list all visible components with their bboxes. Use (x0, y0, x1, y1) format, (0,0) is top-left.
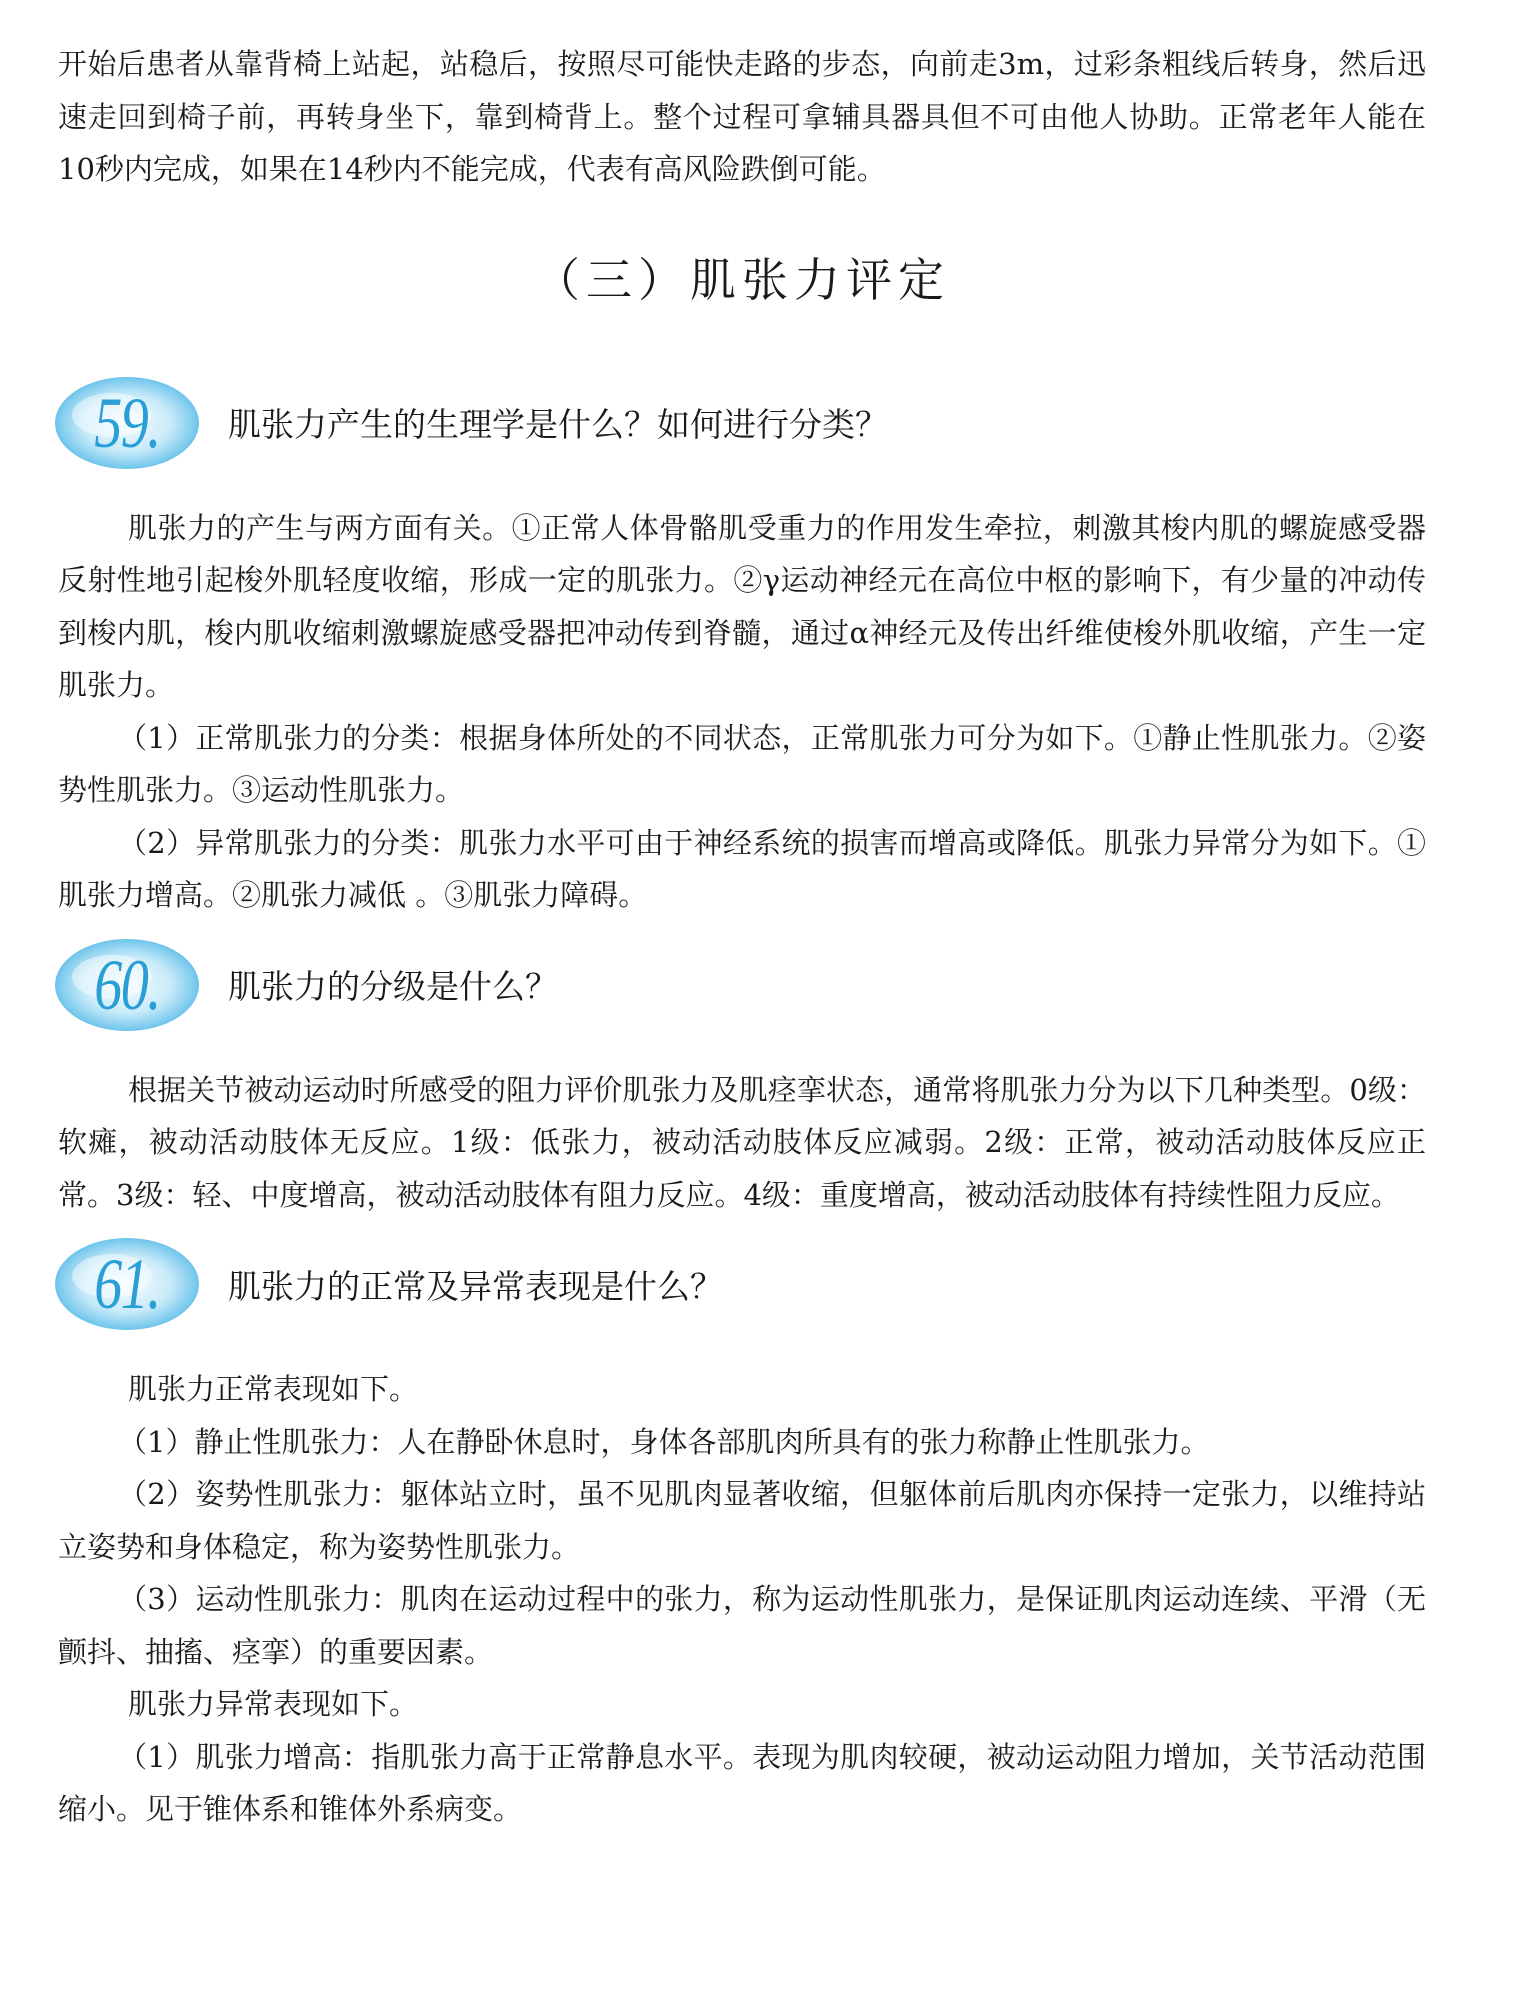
answer-paragraph: 肌张力正常表现如下。 (128, 1372, 419, 1406)
question-60-header (52, 930, 1426, 1040)
question-title: 肌张力产生的生理学是什么？如何进行分类？ (228, 405, 888, 444)
answer-paragraph: 肌张力异常表现如下。 (128, 1687, 419, 1721)
answer-paragraph: 根据关节被动运动时所感受的阻力评价肌张力及肌痉挛状态，通常将肌张力分为以下几种类型。0级：软瘫，被动活动肢体无反应。1级：低张力，被动活动肢体反应减弱。2级：正常，被动活动肢体反应正常。3级：轻、中度增高，被动活动肢体有阻力反应。4级：重度增高，被动活动肢体有持续性阻力反应。 (58, 1072, 1426, 1212)
intro-paragraph: 开始后患者从靠背椅上站起，站稳后，按照尽可能快走路的步态，向前走3m，过彩条粗线后转身，然后迅速走回到椅子前，再转身坐下，靠到椅背上。整个过程可拿辅具器具但不可由他人协助。正常老年人能在10秒内完成，如果在14秒内不能完成，代表有高风险跌倒可能。 (58, 47, 1426, 186)
question-61-header (52, 1229, 1426, 1339)
answer-paragraph: （1）正常肌张力的分类：根据身体所处的不同状态，正常肌张力可分为如下。①静止性肌张力。②姿势性肌张力。③运动性肌张力。 (58, 720, 1426, 807)
question-number: 61. (94, 1244, 160, 1324)
answer-paragraph: （3）运动性肌张力：肌肉在运动过程中的张力，称为运动性肌张力，是保证肌肉运动连续、平滑（无颤抖、抽搐、痉挛）的重要因素。 (58, 1582, 1426, 1669)
answer-paragraph: （1）肌张力增高：指肌张力高于正常静息水平。表现为肌肉较硬，被动运动阻力增加，关节活动范围缩小。见于锥体系和锥体外系病变。 (58, 1739, 1426, 1826)
question-59-header (52, 368, 1426, 478)
answer-paragraph: （1）静止性肌张力：人在静卧休息时，身体各部肌肉所具有的张力称静止性肌张力。 (118, 1424, 1210, 1459)
question-number-badge (52, 1234, 202, 1334)
page-content (58, 38, 1426, 1836)
question-title: 肌张力的正常及异常表现是什么？ (228, 1266, 723, 1306)
answer-paragraph: （2）姿势性肌张力：躯体站立时，虽不见肌肉显著收缩，但躯体前后肌肉亦保持一定张力，以维持站立姿势和身体稳定，称为姿势性肌张力。 (58, 1477, 1426, 1564)
question-number-badge (52, 373, 202, 473)
section-title: （三）肌张力评定 (534, 252, 950, 307)
question-title: 肌张力的分级是什么？ (228, 967, 558, 1006)
question-number: 59. (94, 382, 160, 463)
question-number-badge (52, 935, 202, 1035)
answer-paragraph: 肌张力的产生与两方面有关。①正常人体骨骼肌受重力的作用发生牵拉，刺激其梭内肌的螺旋感受器反射性地引起梭外肌轻度收缩，形成一定的肌张力。②γ运动神经元在高位中枢的影响下，有少量的冲动传到梭内肌，梭内肌收缩刺激螺旋感受器把冲动传到脊髓，通过α神经元及传出纤维使梭外肌收缩，产生一定肌张力。 (58, 510, 1426, 702)
question-number: 60. (94, 944, 160, 1025)
answer-paragraph: （2）异常肌张力的分类：肌张力水平可由于神经系统的损害而增高或降低。肌张力异常分为如下。①肌张力增高。②肌张力减低 。③肌张力障碍。 (58, 825, 1426, 912)
